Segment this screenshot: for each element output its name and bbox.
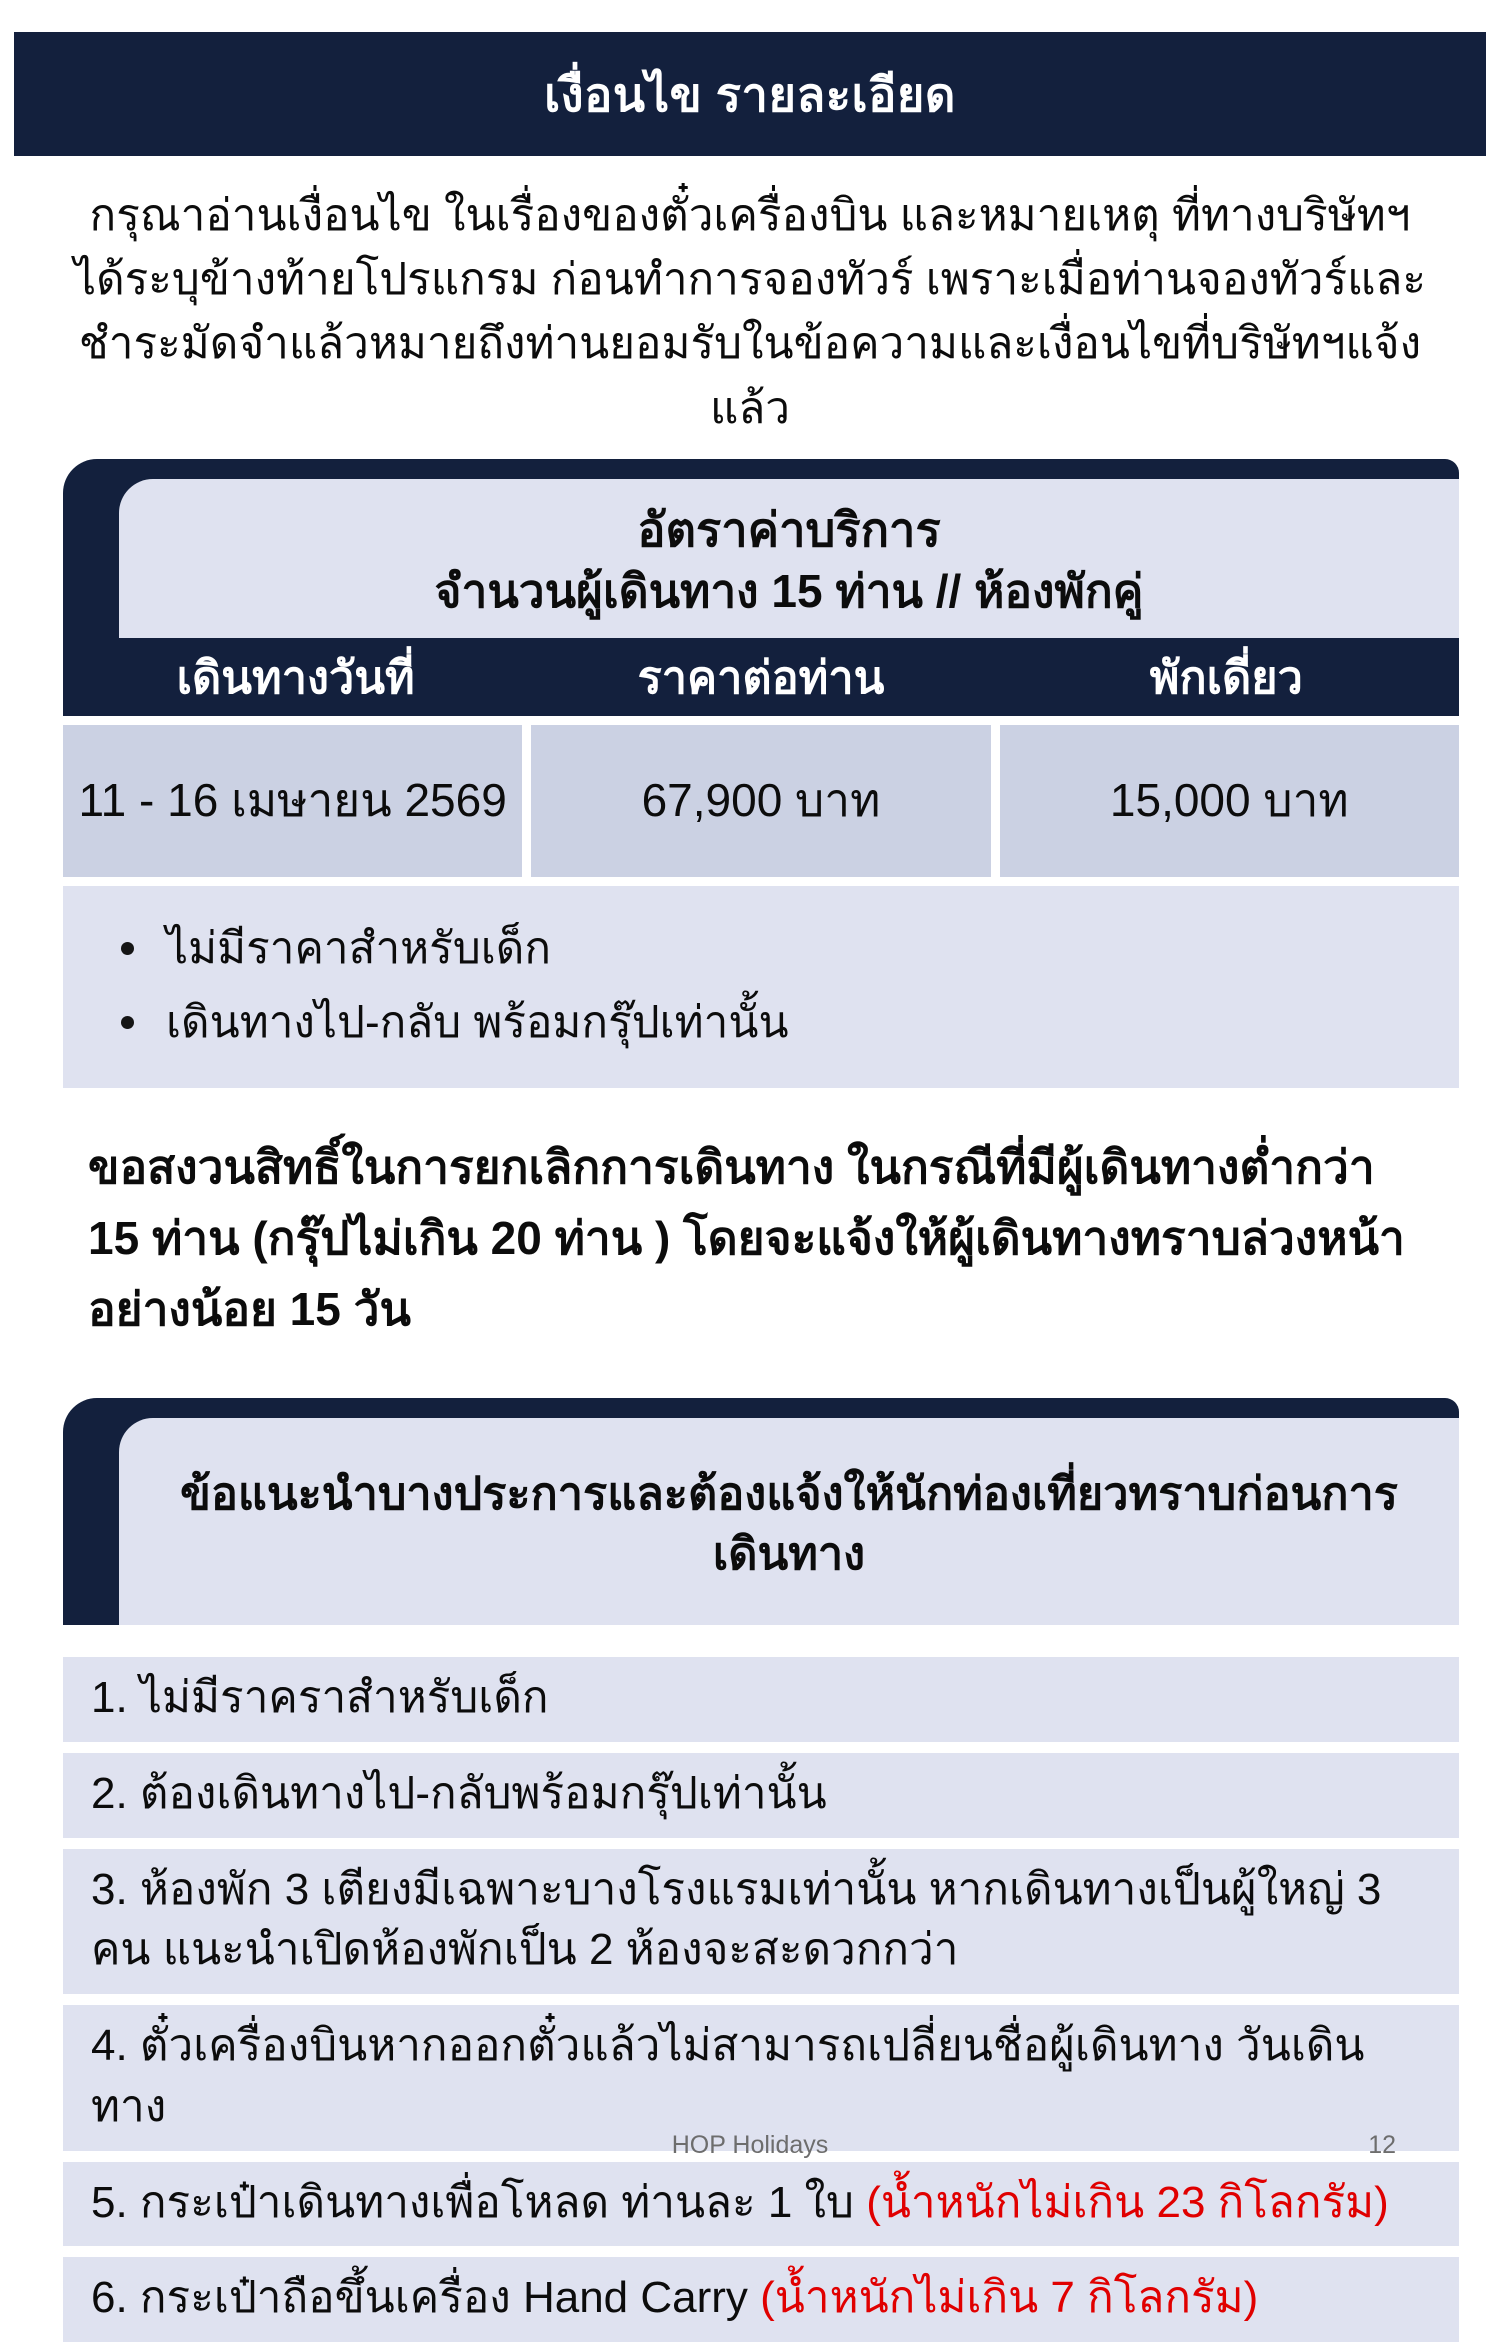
bullet-dot-icon — [121, 942, 134, 955]
page-footer — [0, 2131, 1500, 2171]
recommendation-text: 2. ต้องเดินทางไป-กลับพร้อมกรุ๊ปเท่านั้น — [91, 1768, 827, 1818]
page-title: เงื่อนไข รายละเอียด — [544, 67, 956, 121]
recommendations-title: ข้อแนะนำบางประการและต้องแจ้งให้นักท่องเที่ยวทราบก่อนการเดินทาง — [180, 1467, 1398, 1580]
cancellation-note: ขอสงวนสิทธิ์ในการยกเลิกการเดินทาง ในกรณีที่มีผู้เดินทางต่ำกว่า 15 ท่าน (กรุ๊ปไม่เกิน 20 ท่าน ) โดยจะแจ้งให้ผู้เดินทางทราบล่วงหน้าอย่างน้อย 15 วัน — [88, 1140, 1405, 1336]
recommendation-item — [63, 1657, 1459, 1742]
recommendation-item — [63, 2005, 1459, 2150]
rates-header-band — [63, 459, 1459, 716]
rates-note-text: ไม่มีราคาสำหรับเด็ก — [166, 923, 551, 973]
rates-title: อัตราค่าบริการ — [637, 502, 941, 556]
recommendation-text: 6. กระเป๋าถือขึ้นเครื่อง Hand Carry — [91, 2273, 761, 2323]
recommendation-highlight: (น้ำหนักไม่เกิน 23 กิโลกรัม) — [866, 2177, 1389, 2227]
rates-cell-price: 67,900 บาท — [531, 725, 990, 877]
rates-notes-list — [63, 886, 1459, 1088]
rates-note-text: เดินทางไป-กลับ พร้อมกรุ๊ปเท่านั้น — [166, 997, 789, 1047]
recommendations-section — [63, 1398, 1459, 2342]
rates-table-header-row — [63, 638, 1459, 716]
recommendations-list — [63, 1657, 1459, 2342]
document-page — [0, 32, 1500, 2342]
recommendation-item — [63, 2162, 1459, 2247]
rates-header-card — [119, 479, 1459, 638]
rates-table-data-row — [63, 725, 1459, 877]
recommendation-text: 1. ไม่มีราคราสำหรับเด็ก — [91, 1673, 549, 1723]
recommendation-text: 4. ตั๋วเครื่องบินหากออกตั๋วแล้วไม่สามารถเปลี่ยนชื่อผู้เดินทาง วันเดินทาง — [91, 2021, 1365, 2131]
recommendations-header-card — [119, 1418, 1459, 1626]
rates-section — [63, 459, 1459, 1088]
rates-note-item — [121, 990, 1419, 1056]
rates-col-header-date: เดินทางวันที่ — [176, 651, 415, 703]
recommendation-item — [63, 1849, 1459, 1994]
recommendation-item — [63, 2257, 1459, 2342]
rates-col-header-price: ราคาต่อท่าน — [637, 651, 885, 703]
rates-cell-single: 15,000 บาท — [1000, 725, 1459, 877]
intro-paragraph: กรุณาอ่านเงื่อนไข ในเรื่องของตั๋วเครื่องบิน และหมายเหตุ ที่ทางบริษัทฯ ได้ระบุข้างท้ายโปรแกรม ก่อนทำการจองทัวร์ เพราะเมื่อท่านจองทัวร์และ ชำระมัดจำแล้วหมายถึงท่านยอมรับในข้อความและเงื่อนไขที่บริษัทฯแจ้งแล้ว — [73, 191, 1427, 433]
rates-cell-date: 11 - 16 เมษายน 2569 — [63, 725, 522, 877]
recommendations-header-band — [63, 1398, 1459, 1626]
page-title-bar — [14, 32, 1486, 156]
recommendation-text: 5. กระเป๋าเดินทางเพื่อโหลด ท่านละ 1 ใบ — [91, 2177, 867, 2227]
bullet-dot-icon — [121, 1016, 134, 1029]
footer-brand: HOP Holidays — [671, 2131, 829, 2159]
recommendation-item — [63, 1753, 1459, 1838]
rates-subtitle: จำนวนผู้เดินทาง 15 ท่าน // ห้องพักคู่ — [434, 565, 1144, 618]
recommendation-text: 3. ห้องพัก 3 เตียงมีเฉพาะบางโรงแรมเท่านั้น หากเดินทางเป็นผู้ใหญ่ 3 คน แนะนำเปิดห้องพักเป็น 2 ห้องจะสะดวกกว่า — [91, 1864, 1382, 1975]
rates-note-item — [121, 916, 1419, 982]
recommendation-highlight: (น้ำหนักไม่เกิน 7 กิโลกรัม) — [760, 2273, 1259, 2323]
rates-col-header-single: พักเดี่ยว — [1149, 651, 1303, 703]
footer-page-number: 12 — [1368, 2131, 1396, 2159]
